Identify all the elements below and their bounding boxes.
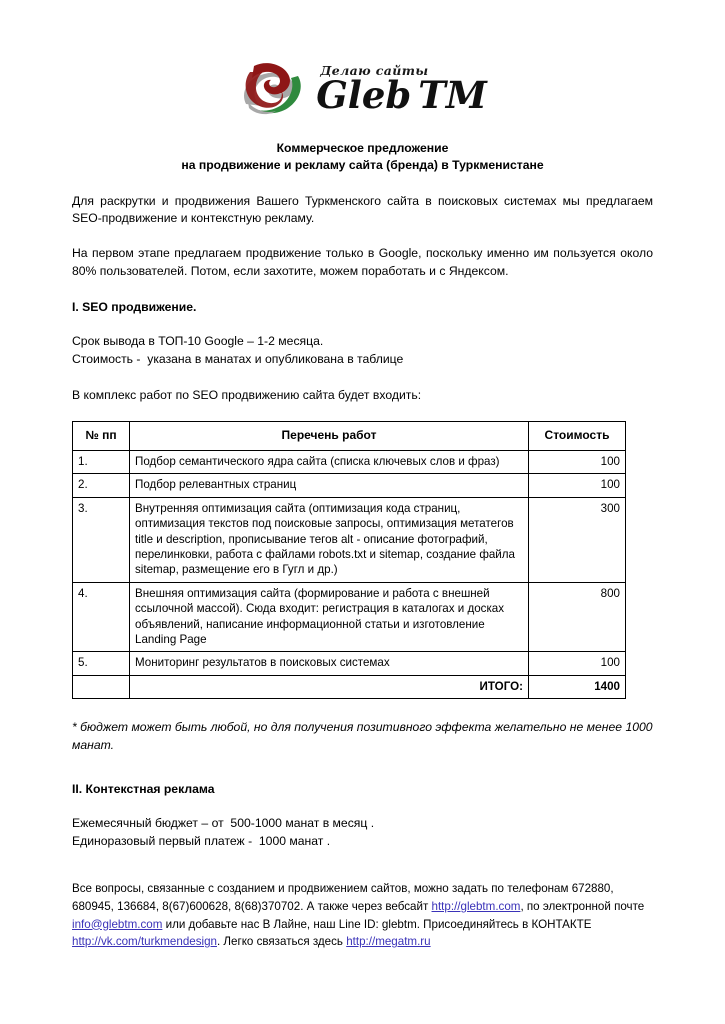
title-line-2: на продвижение и рекламу сайта (бренда) в Туркменистане <box>181 158 544 173</box>
table-row <box>73 582 626 652</box>
intro-paragraph-2: На первом этапе предлагаем продвижение только в Google, поскольку именно им пользуется около 80% пользователей. Потом, если захотите, можем поработать и с Яндексом. <box>72 246 653 278</box>
total-num <box>73 675 130 698</box>
context-terms <box>72 815 653 850</box>
contacts-text-1: Все вопросы, связанные с созданием и продвижением сайтов, можно задать по телефонам <box>72 882 572 896</box>
email-link[interactable]: info@glebtm.com <box>72 917 163 931</box>
row-num: 2. <box>73 474 130 497</box>
total-cost: 1400 <box>529 675 626 698</box>
row-cost: 300 <box>529 497 626 582</box>
table-row <box>73 652 626 675</box>
row-num: 3. <box>73 497 130 582</box>
contacts-block <box>72 880 653 950</box>
table-header-row <box>73 422 626 451</box>
contacts-phones: 672880, 680945, 136684, 8(67)600628, 8(68)370702. <box>72 882 614 913</box>
logo-wordmark <box>316 62 487 118</box>
row-num: 1. <box>73 450 130 473</box>
contacts-text-3: , по электронной почте <box>520 899 645 913</box>
gleb-tm-logo <box>238 58 487 120</box>
megatm-link[interactable]: http://megatm.ru <box>346 935 431 949</box>
price-table <box>72 421 626 699</box>
row-work: Подбор релевантных страниц <box>130 474 529 497</box>
row-cost: 100 <box>529 652 626 675</box>
table-row <box>73 450 626 473</box>
row-work: Мониторинг результатов в поисковых системах <box>130 652 529 675</box>
row-cost: 100 <box>529 474 626 497</box>
table-header-work: Перечень работ <box>130 422 529 451</box>
document-title <box>72 140 653 175</box>
row-num: 5. <box>73 652 130 675</box>
row-work: Внутренняя оптимизация сайта (оптимизация кода страниц, оптимизация текстов под поисковые запросы, оптимизация метатегов title и description, прописывание тегов alt - описание фотографий, перелинковки, работа с файлами robots.txt и sitemap, создание файла sitemap, размещение его в Гугл и др.) <box>130 497 529 582</box>
swirl-logo-icon <box>238 58 310 120</box>
logo-name-suffix: TM <box>418 73 487 118</box>
context-term-line-2: Единоразовый первый платеж - 1000 манат . <box>72 833 331 848</box>
row-cost: 100 <box>529 450 626 473</box>
contacts-text-5: . Легко связаться здесь <box>216 935 347 949</box>
table-header-num: № пп <box>73 422 130 451</box>
seo-term-line-2: Стоимость - указана в манатах и опубликована в таблице <box>72 351 404 366</box>
row-work: Внешняя оптимизация сайта (формирование и работа с внешней ссылочной массой). Сюда входит: регистрация в каталогах и досках объявлений, написание информационной статьи и изготовление Landing Page <box>130 582 529 652</box>
row-cost: 800 <box>529 582 626 652</box>
row-num: 4. <box>73 582 130 652</box>
logo-name <box>316 73 487 118</box>
seo-term-line-1: Срок вывода в ТОП-10 Google – 1-2 месяца. <box>72 334 324 349</box>
contacts-text-4: или добавьте нас В Лайне, наш Line ID: glebtm. Присоединяйтесь в КОНТАКТЕ <box>162 917 592 931</box>
table-total-row <box>73 675 626 698</box>
title-line-1: Коммерческое предложение <box>276 141 449 155</box>
logo-tagline: Делаю сайты <box>320 62 429 78</box>
logo-block <box>72 0 653 120</box>
table-header-cost: Стоимость <box>529 422 626 451</box>
table-row <box>73 497 626 582</box>
logo-name-main: Gleb <box>316 73 412 118</box>
budget-note: * бюджет может быть любой, но для получения позитивного эффекта желательно не менее 1000 манат. <box>72 720 653 752</box>
context-term-line-1: Ежемесячный бюджет – от 500-1000 манат в месяц . <box>72 815 375 830</box>
context-section-heading: II. Контекстная реклама <box>72 781 215 796</box>
website-link[interactable]: http://glebtm.com <box>431 899 521 913</box>
table-row <box>73 474 626 497</box>
intro-paragraph-1: Для раскрутки и продвижения Вашего Туркменского сайта в поисковых системах мы предлагаем SEO-продвижение и контекстную рекламу. <box>72 193 653 225</box>
vk-link[interactable]: http://vk.com/turkmendesign <box>72 935 217 949</box>
row-work: Подбор семантического ядра сайта (списка ключевых слов и фраз) <box>130 450 529 473</box>
total-label: ИТОГО: <box>130 675 529 698</box>
table-intro-text: В комплекс работ по SEO продвижению сайта будет входить: <box>72 387 422 402</box>
seo-terms <box>72 333 653 368</box>
seo-section-heading: I. SEO продвижение. <box>72 299 197 314</box>
contacts-text-2: А также через вебсайт <box>303 899 432 913</box>
